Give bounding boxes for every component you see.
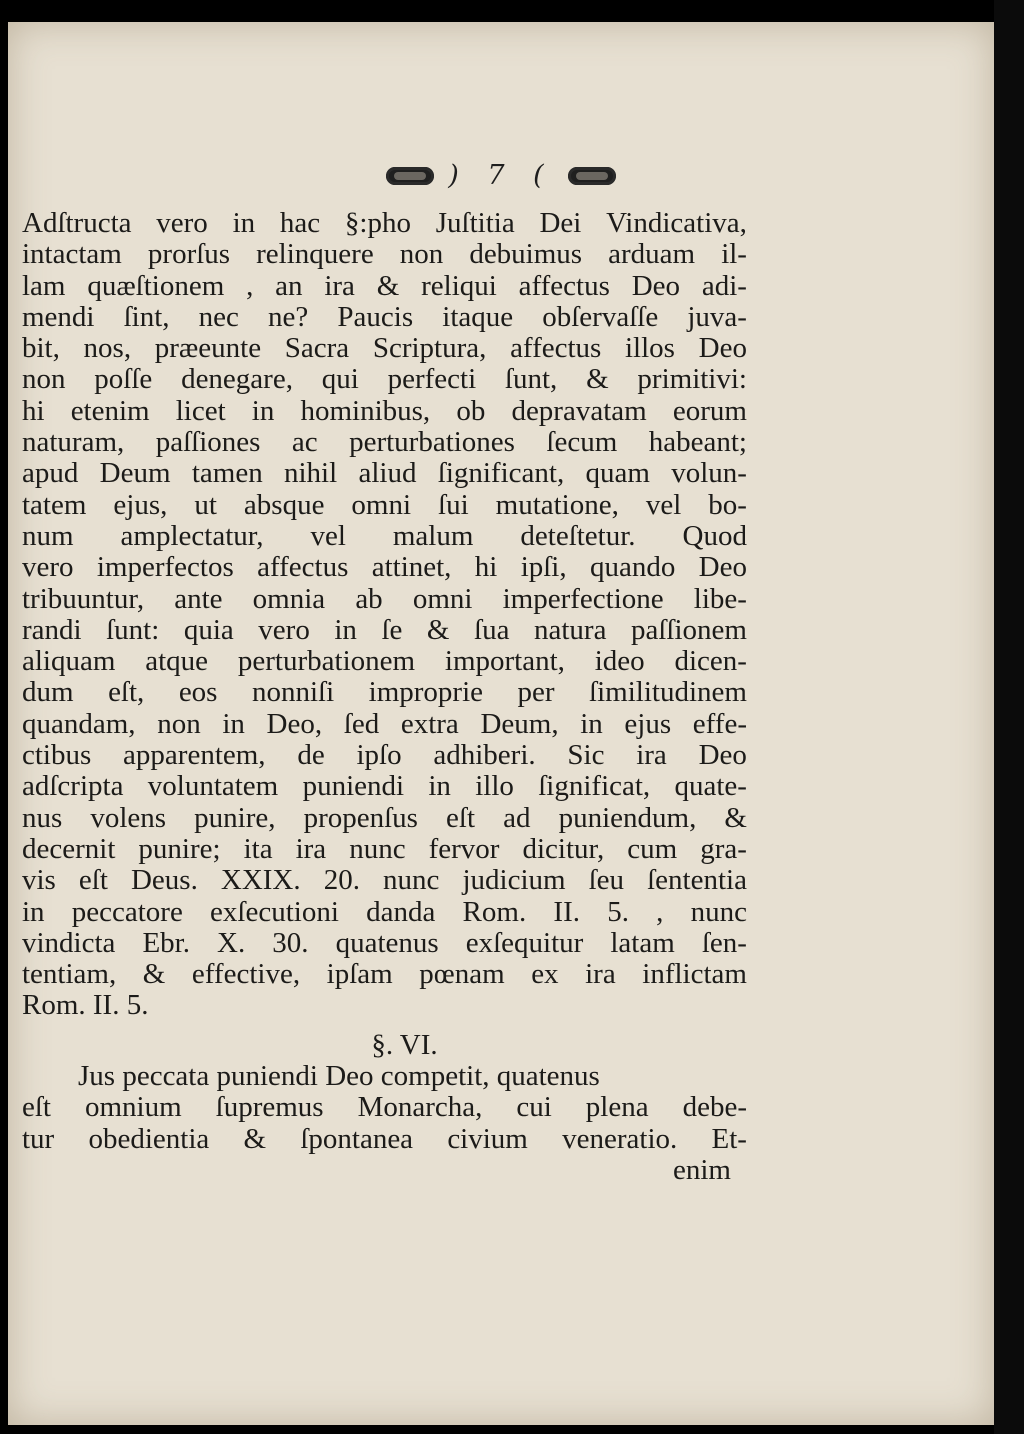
section-text-line: tur obedientia & ſpontanea civium veneratio. Et- — [22, 1122, 747, 1155]
text-line: tentiam, & effective, ipſam pœnam ex ira inflictam — [22, 958, 747, 991]
text-line: Rom. II. 5. — [22, 989, 149, 1022]
right-ornament-icon — [568, 167, 616, 185]
text-line: ctibus apparentem, de ipſo adhiberi. Sic ira Deo — [22, 739, 747, 772]
section-text-line: Jus peccata puniendi Deo competit, quatenus — [78, 1060, 600, 1093]
text-line: vis eſt Deus. XXIX. 20. nunc judicium ſeu ſententia — [22, 864, 747, 897]
text-line: quandam, non in Deo, ſed extra Deum, in ejus effe- — [22, 707, 747, 740]
text-line: nus volens punire, propenſus eſt ad puniendum, & — [22, 801, 747, 834]
running-header — [8, 160, 994, 191]
text-line: bit, nos, præeunte Sacra Scriptura, affectus illos Deo — [22, 332, 747, 365]
text-line: in peccatore exſecutioni danda Rom. II. 5. , nunc — [22, 895, 747, 928]
text-line: num amplectatur, vel malum deteſtetur. Quod — [22, 519, 747, 552]
text-line: vero imperfectos affectus attinet, hi ipſi, quando Deo — [22, 551, 747, 584]
text-line: tatem ejus, ut absque omni ſui mutatione, vel bo- — [22, 488, 747, 521]
text-line: dum eſt, eos nonniſi improprie per ſimilitudinem — [22, 676, 747, 709]
text-line: decernit punire; ita ira nunc fervor dicitur, cum gra- — [22, 832, 747, 865]
page-edge-shadow — [994, 0, 1024, 1434]
text-line: naturam, paſſiones ac perturbationes ſecum habeant; — [22, 426, 747, 459]
page-number: ) 7 ( — [448, 160, 554, 191]
book-page — [8, 22, 994, 1425]
catchword: enim — [673, 1153, 731, 1186]
text-line: apud Deum tamen nihil aliud ſignificant, quam volun- — [22, 457, 747, 490]
text-line: Adſtructa vero in hac §:pho Juſtitia Dei Vindicativa, — [22, 207, 747, 239]
section-heading: §. VI. — [371, 1028, 438, 1061]
text-line: adſcripta voluntatem puniendi in illo ſignificat, quate- — [22, 770, 747, 803]
text-line: tribuuntur, ante omnia ab omni imperfectione libe- — [22, 582, 747, 615]
text-line: mendi ſint, nec ne? Paucis itaque obſervaſſe juva- — [22, 300, 747, 333]
text-line: aliquam atque perturbationem important, ideo dicen- — [22, 645, 747, 678]
text-line: randi ſunt: quia vero in ſe & ſua natura paſſionem — [22, 613, 747, 646]
body-text — [22, 208, 747, 1186]
section-text-line: eſt omnium ſupremus Monarcha, cui plena debe- — [22, 1091, 747, 1124]
text-line: hi etenim licet in hominibus, ob depravatam eorum — [22, 394, 747, 427]
left-ornament-icon — [386, 167, 434, 185]
text-line: lam quæſtionem , an ira & reliqui affectus Deo adi- — [22, 269, 747, 302]
text-line: intactam prorſus relinquere non debuimus arduam il- — [22, 238, 747, 271]
text-line: vindicta Ebr. X. 30. quatenus exſequitur latam ſen- — [22, 926, 747, 959]
text-line: non poſſe denegare, qui perfecti ſunt, & primitivi: — [22, 363, 747, 396]
